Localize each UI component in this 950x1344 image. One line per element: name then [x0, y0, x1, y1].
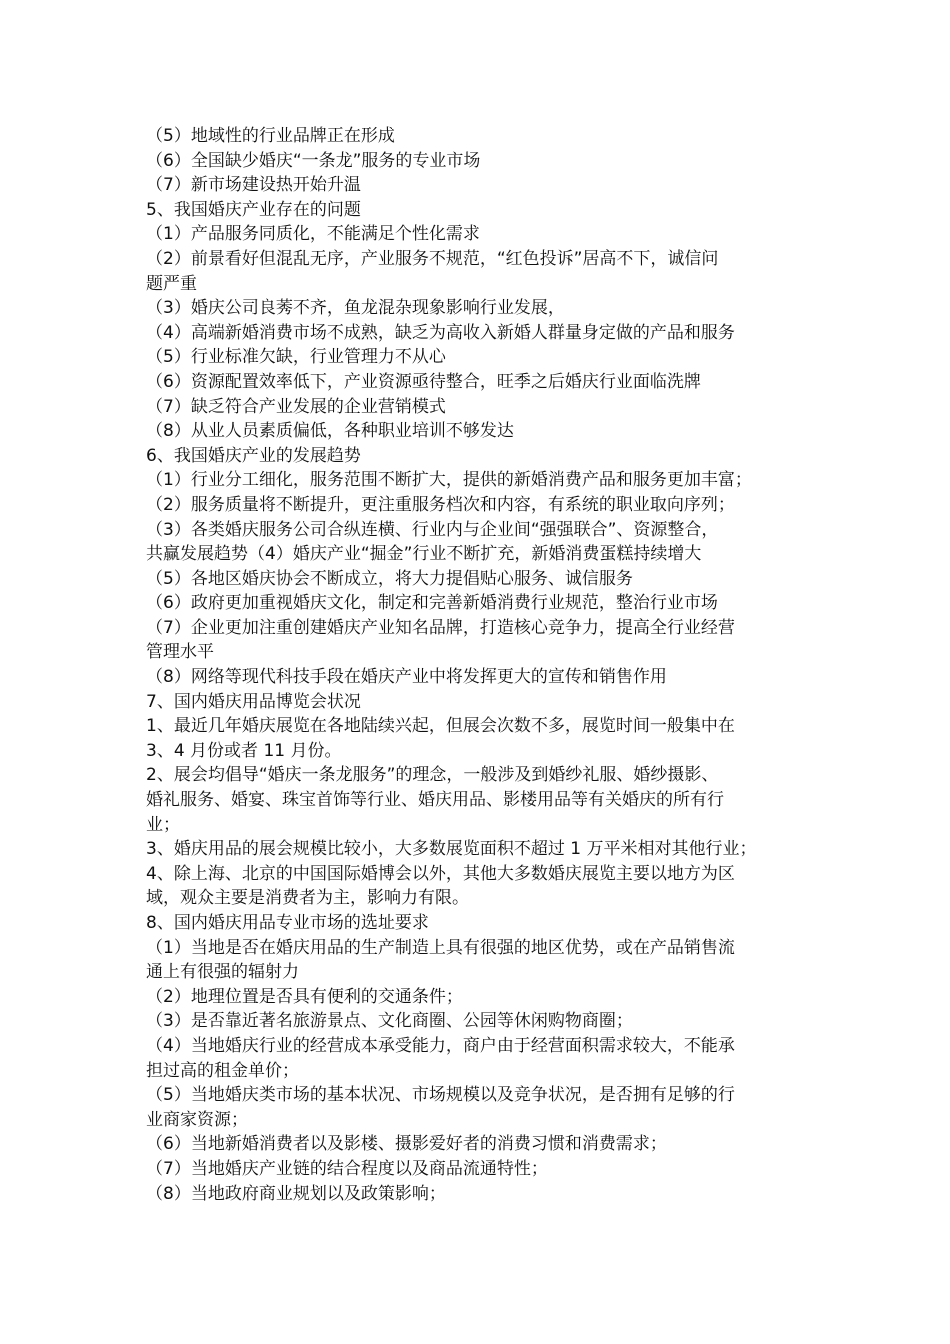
text-line: 担过高的租金单价； — [146, 1060, 299, 1081]
text-line: （7）企业更加注重创建婚庆产业知名品牌，打造核心竞争力，提高全行业经营 — [146, 617, 735, 638]
text-line: （7）新市场建设热开始升温 — [146, 175, 361, 196]
text-line: （7）缺乏符合产业发展的企业营销模式 — [146, 396, 446, 417]
text-line: （5）行业标准欠缺，行业管理力不从心 — [146, 347, 446, 368]
text-line: （7）当地婚庆产业链的结合程度以及商品流通特性； — [146, 1158, 548, 1179]
text-line: 1、最近几年婚庆展览在各地陆续兴起，但展会次数不多，展览时间一般集中在 — [146, 716, 735, 737]
section-heading: 5、我国婚庆产业存在的问题 — [146, 199, 361, 220]
text-line: （5）地域性的行业品牌正在形成 — [146, 126, 395, 146]
section-heading: 7、国内婚庆用品博览会状况 — [146, 691, 361, 712]
text-line: （6）政府更加重视婚庆文化，制定和完善新婚消费行业规范，整治行业市场 — [146, 593, 718, 614]
text-line: 3、4 月份或者 11 月份。 — [146, 740, 342, 761]
text-line: （1）产品服务同质化，不能满足个性化需求 — [146, 224, 480, 245]
text-line: （3）是否靠近著名旅游景点、文化商圈、公园等休闲购物商圈； — [146, 1011, 633, 1032]
text-line: （2）服务质量将不断提升，更注重服务档次和内容，有系统的职业取向序列； — [146, 494, 735, 515]
text-line: 业商家资源； — [146, 1109, 248, 1130]
text-line: 通上有很强的辐射力 — [146, 962, 299, 983]
text-line: 婚礼服务、婚宴、珠宝首饰等行业、婚庆用品、影楼用品等有关婚庆的所有行 — [146, 790, 724, 811]
document-body — [146, 124, 818, 1206]
text-line: （4）当地婚庆行业的经营成本承受能力，商户由于经营面积需求较大，不能承 — [146, 1035, 735, 1056]
section-heading: 6、我国婚庆产业的发展趋势 — [146, 445, 361, 466]
text-line: 题严重 — [146, 273, 197, 294]
text-line: 域，观众主要是消费者为主，影响力有限。 — [146, 888, 469, 909]
text-line: （8）当地政府商业规划以及政策影响； — [146, 1183, 446, 1204]
text-line: 业； — [146, 814, 180, 835]
text-line: （6）资源配置效率低下，产业资源亟待整合，旺季之后婚庆行业面临洗牌 — [146, 371, 701, 392]
text-line: 2、展会均倡导“婚庆一条龙服务”的理念，一般涉及到婚纱礼服、婚纱摄影、 — [146, 765, 719, 786]
text-line: （8）网络等现代科技手段在婚庆产业中将发挥更大的宣传和销售作用 — [146, 667, 667, 688]
section-heading: 8、国内婚庆用品专业市场的选址要求 — [146, 913, 429, 933]
text-line: 共赢发展趋势（4）婚庆产业“掘金”行业不断扩充，新婚消费蛋糕持续增大 — [146, 544, 702, 565]
text-line: （6）当地新婚消费者以及影楼、摄影爱好者的消费习惯和消费需求； — [146, 1134, 667, 1155]
text-line: （1）当地是否在婚庆用品的生产制造上具有很强的地区优势，或在产品销售流 — [146, 937, 735, 958]
text-line: 4、除上海、北京的中国国际婚博会以外，其他大多数婚庆展览主要以地方为区 — [146, 863, 735, 884]
text-line: （8）从业人员素质偏低，各种职业培训不够发达 — [146, 421, 514, 442]
text-line: 管理水平 — [146, 642, 214, 663]
text-line: （3）各类婚庆服务公司合纵连横、行业内与企业间“强强联合”、资源整合， — [146, 519, 719, 540]
text-line: （3）婚庆公司良莠不齐，鱼龙混杂现象影响行业发展， — [146, 298, 565, 319]
text-line: （4）高端新婚消费市场不成熟，缺乏为高收入新婚人群量身定做的产品和服务 — [146, 322, 735, 343]
text-line: （5）当地婚庆类市场的基本状况、市场规模以及竞争状况，是否拥有足够的行 — [146, 1085, 735, 1106]
text-line: （2）地理位置是否具有便利的交通条件； — [146, 986, 463, 1007]
text-line: （1）行业分工细化，服务范围不断扩大，提供的新婚消费产品和服务更加丰富； — [146, 470, 752, 491]
text-line: （5）各地区婚庆协会不断成立，将大力提倡贴心服务、诚信服务 — [146, 568, 633, 589]
text-line: 3、婚庆用品的展会规模比较小，大多数展览面积不超过 1 万平米相对其他行业； — [146, 839, 757, 860]
text-line: （2）前景看好但混乱无序，产业服务不规范，“红色投诉”居高不下，诚信问 — [146, 248, 719, 269]
text-line: （6）全国缺少婚庆“一条龙”服务的专业市场 — [146, 150, 481, 171]
